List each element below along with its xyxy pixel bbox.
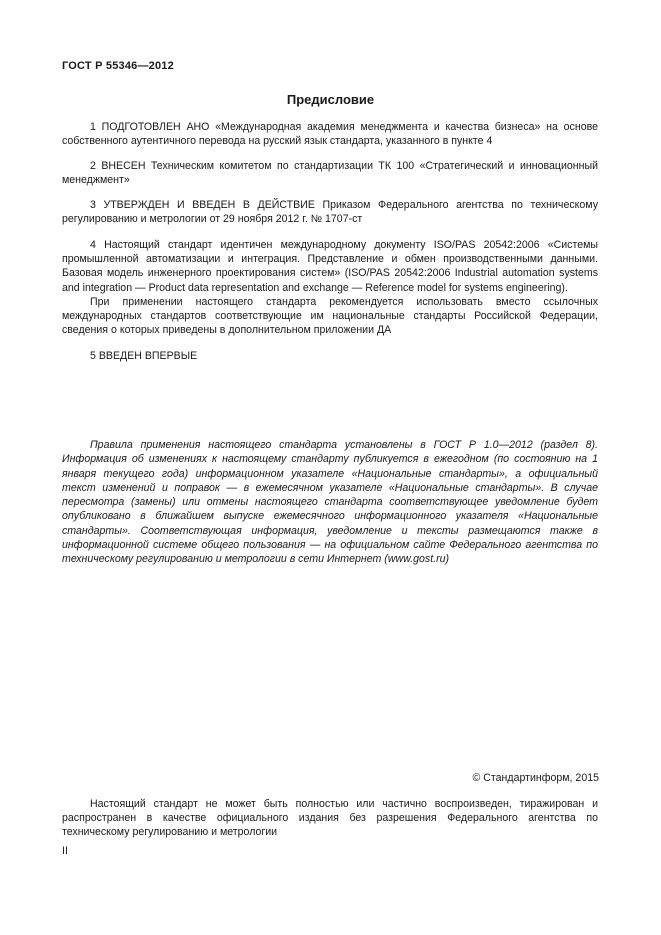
paragraph-prepared-by: 1 ПОДГОТОВЛЕН АНО «Международная академия менеджмента и качества бизнеса» на основе собственного аутентичного перевода на русский язык стандарта, указанного в пункте 4 bbox=[62, 121, 598, 148]
paragraph-introduced-by: 2 ВНЕСЕН Техническим комитетом по стандартизации ТК 100 «Стратегический и инновационный менеджмент» bbox=[62, 160, 598, 187]
reproduction-notice: Настоящий стандарт не может быть полностью или частично воспроизведен, тиражирован и распространен в качестве официального издания без разрешения Федерального агентства по техническому регулированию и метрологии bbox=[62, 798, 598, 839]
standard-code-header: ГОСТ Р 55346—2012 bbox=[62, 60, 174, 72]
copyright-notice: © Стандартинформ, 2015 bbox=[472, 772, 599, 784]
application-rules-note: Правила применения настоящего стандарта установлены в ГОСТ Р 1.0—2012 (раздел 8). Информация об изменениях к настоящему стандарту публикуется в ежегодном (по состоянию на 1 января текущего года) информационном указателе «Национальные стандарты», а официальный текст изменений и поправок — в ежемесячном указателе «Национальные стандарты». В случае пересмотра (замены) или отмены настоящего стандарта соответствующее уведомление будет опубликовано в ближайшем выпуске ежемесячного информационного указателя «Национальные стандарты». Соответствующая информация, уведомление и тексты размещаются также в информационной системе общего пользования — на официальном сайте Федерального агентства по техническому регулированию и метрологии в сети Интернет (www.gost.ru) bbox=[62, 439, 598, 566]
page-title: Предисловие bbox=[286, 92, 375, 107]
paragraph-identical-standard: 4 Настоящий стандарт идентичен международному документу ISO/PAS 20542:2006 «Системы промышленной автоматизации и интеграция. Представление и обмен производственными данными. Базовая модель инженерного проектирования систем» (ISO/PAS 20542:2006 Industrial automation systems and integration — Product data representation and exchange — Reference model for systems engineering). bbox=[62, 239, 598, 294]
page-number: II bbox=[62, 845, 68, 857]
paragraph-approved: 3 УТВЕРЖДЕН И ВВЕДЕН В ДЕЙСТВИЕ Приказом Федерального агентства по техническому регулированию и метрологии от 29 ноября 2012 г. № 1707-ст bbox=[62, 199, 598, 226]
paragraph-introduced-first: 5 ВВЕДЕН ВПЕРВЫЕ bbox=[90, 350, 198, 362]
paragraph-reference-standards: При применении настоящего стандарта рекомендуется использовать вместо ссылочных международных стандартов соответствующие им национальные стандарты Российской Федерации, сведения о которых приведены в дополнительном приложении ДА bbox=[62, 296, 598, 337]
